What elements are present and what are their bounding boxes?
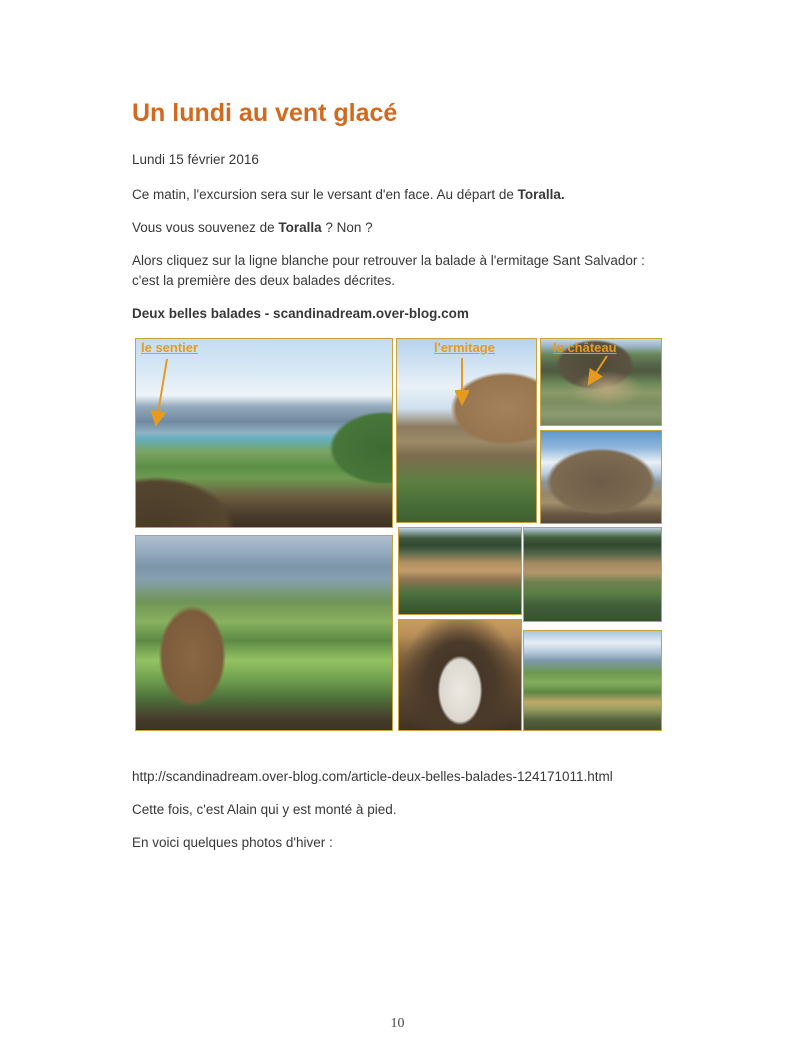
page-title: Un lundi au vent glacé	[132, 99, 398, 127]
photo-chateau-hilltop	[540, 338, 662, 426]
label-le-sentier: le sentier	[141, 340, 199, 355]
photo-altar-alcove	[398, 619, 522, 731]
paragraph-3: Alors cliquez sur la ligne blanche pour retrouver la balade à l'ermitage Sant Salvador : c'est la première des deux balades décrites.	[132, 253, 645, 288]
photo-cliffs-panorama	[523, 527, 662, 622]
article-date: Lundi 15 février 2016	[132, 152, 259, 167]
photo-stone-chapel	[540, 430, 662, 524]
paragraph-2-bold-toralla: Toralla	[278, 220, 322, 235]
paragraph-2-text: Vous vous souvenez de	[132, 220, 279, 235]
paragraph-5: En voici quelques photos d'hiver :	[132, 835, 333, 850]
photo-valley-panorama-large	[135, 535, 393, 731]
blog-link-title[interactable]: Deux belles balades - scandinadream.over-blog.com	[132, 306, 469, 321]
page-number: 10	[390, 1016, 405, 1031]
paragraph-1-text: Ce matin, l'excursion sera sur le versant d'en face. Au départ de	[132, 187, 518, 202]
photo-ermitage-rock	[396, 338, 537, 523]
label-chateau: le château	[553, 340, 617, 355]
article-url[interactable]: http://scandinadream.over-blog.com/article-deux-belles-balades-124171011.html	[132, 769, 613, 784]
photo-valley-view	[523, 630, 662, 731]
photo-sentier-lake-view	[135, 338, 393, 528]
label-ermitage: l'ermitage	[434, 340, 495, 355]
paragraph-4: Cette fois, c'est Alain qui y est monté à pied.	[132, 802, 397, 817]
paragraph-1	[132, 185, 663, 205]
photo-collage	[135, 338, 662, 731]
paragraph-1-bold-toralla: Toralla.	[517, 187, 565, 202]
arrow-down-icon	[455, 356, 469, 408]
arrow-down-icon	[150, 357, 176, 429]
paragraph-2-after: ? Non ?	[321, 220, 373, 235]
arrow-down-left-icon	[581, 354, 615, 390]
photo-cliffs	[398, 527, 522, 615]
paragraph-2	[132, 218, 663, 238]
